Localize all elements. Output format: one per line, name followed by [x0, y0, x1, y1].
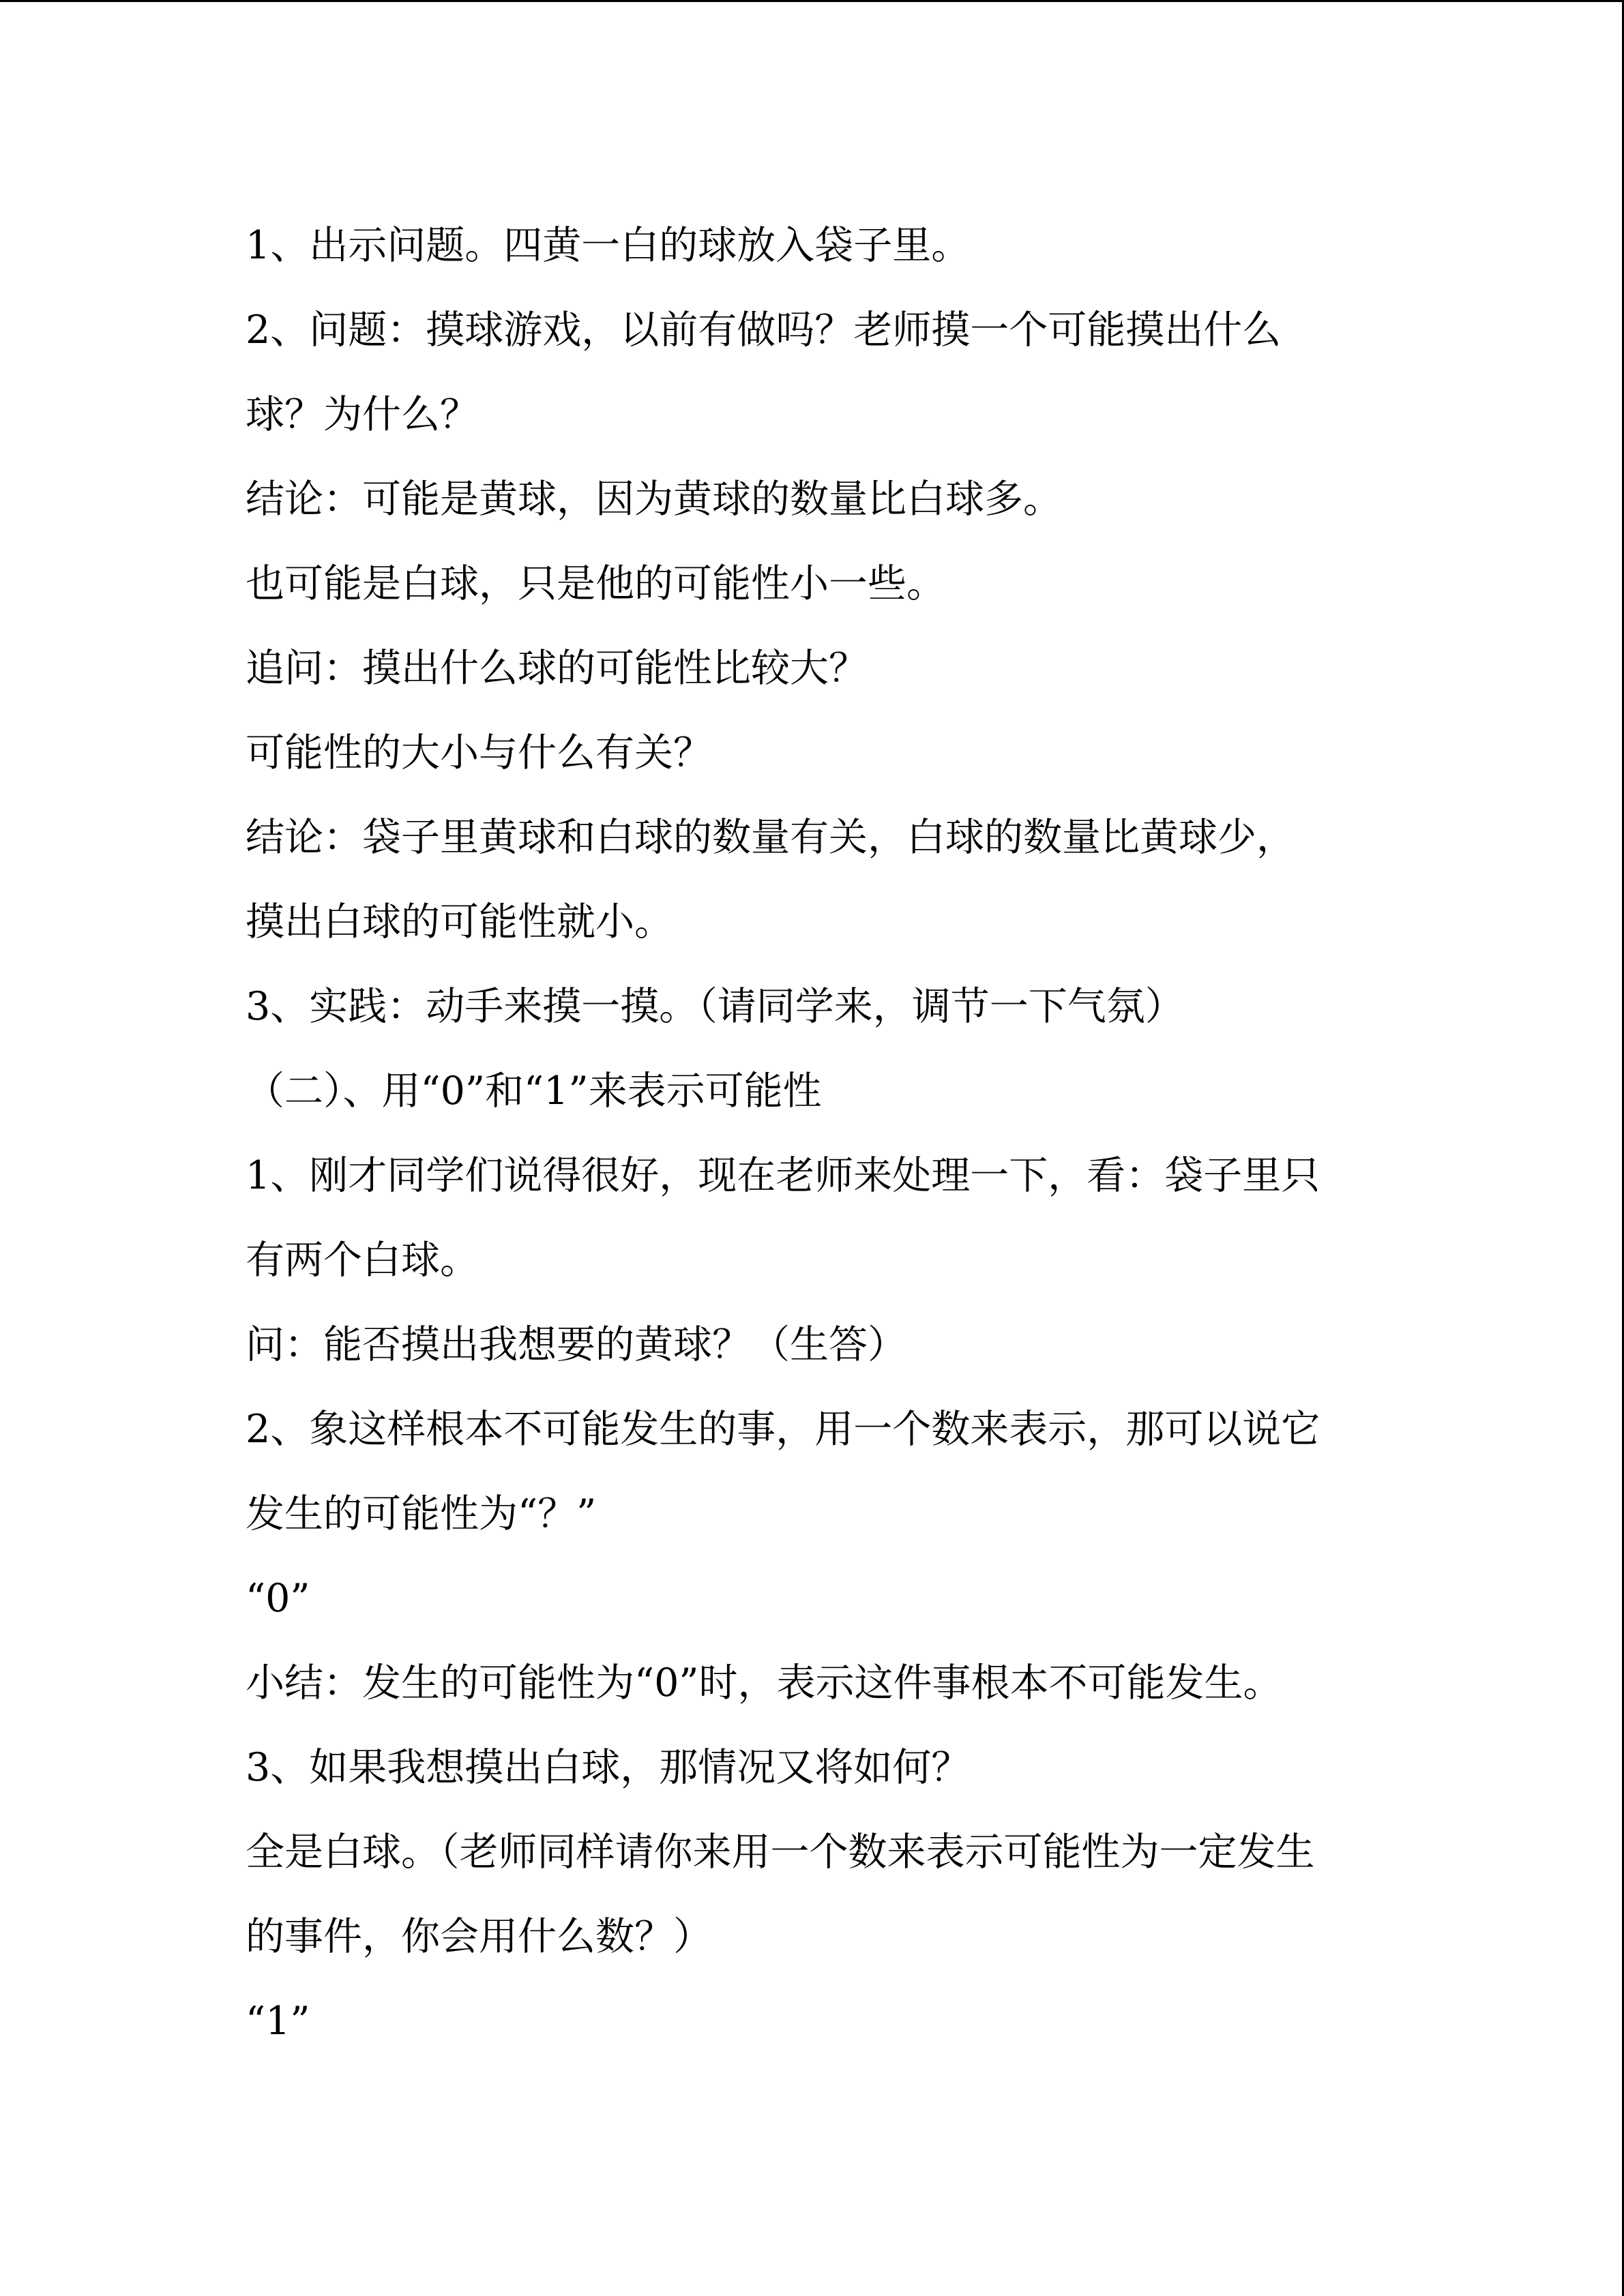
section-heading: （二）、用“0”和“1”来表示可能性: [246, 1069, 822, 1114]
document-body: [246, 203, 1378, 2063]
text-line-9: 摸出白球的可能性就小。: [246, 899, 673, 944]
text-line-14: 问：能否摸出我想要的黄球？（生答）: [246, 1322, 906, 1367]
text-line-1: 1、出示问题。四黄一白的球放入袋子里。: [246, 223, 971, 268]
text-line-21: 的事件，你会用什么数？）: [246, 1914, 712, 1959]
text-line-7: 可能性的大小与什么有关？: [246, 730, 712, 775]
text-line-17: “0”: [246, 1576, 310, 1621]
text-line-15: 2、象这样根本不可能发生的事，用一个数来表示，那可以说它: [246, 1407, 1320, 1452]
text-line-4: 结论：可能是黄球，因为黄球的数量比白球多。: [246, 477, 1062, 522]
text-line-19: 3、如果我想摸出白球，那情况又将如何？: [246, 1745, 971, 1790]
text-line-6: 追问：摸出什么球的可能性比较大？: [246, 646, 868, 691]
text-line-18: 小结：发生的可能性为“0”时，表示这件事根本不可能发生。: [246, 1660, 1282, 1705]
text-line-20: 全是白球。（老师同样请你来用一个数来表示可能性为一定发生: [246, 1830, 1315, 1875]
text-line-16: 发生的可能性为“？”: [246, 1491, 597, 1536]
text-line-22: “1”: [246, 1999, 310, 2044]
text-line-3: 球？为什么？: [246, 392, 479, 437]
text-line-10: 3、实践：动手来摸一摸。（请同学来，调节一下气氛）: [246, 984, 1184, 1029]
text-line-8: 结论：袋子里黄球和白球的数量有关，白球的数量比黄球少，: [246, 815, 1295, 860]
text-line-2: 2、问题：摸球游戏，以前有做吗？老师摸一个可能摸出什么: [246, 308, 1282, 353]
text-line-13: 有两个白球。: [246, 1238, 479, 1283]
text-line-12: 1、刚才同学们说得很好，现在老师来处理一下，看：袋子里只: [246, 1153, 1320, 1198]
text-line-5: 也可能是白球，只是他的可能性小一些。: [246, 561, 945, 606]
